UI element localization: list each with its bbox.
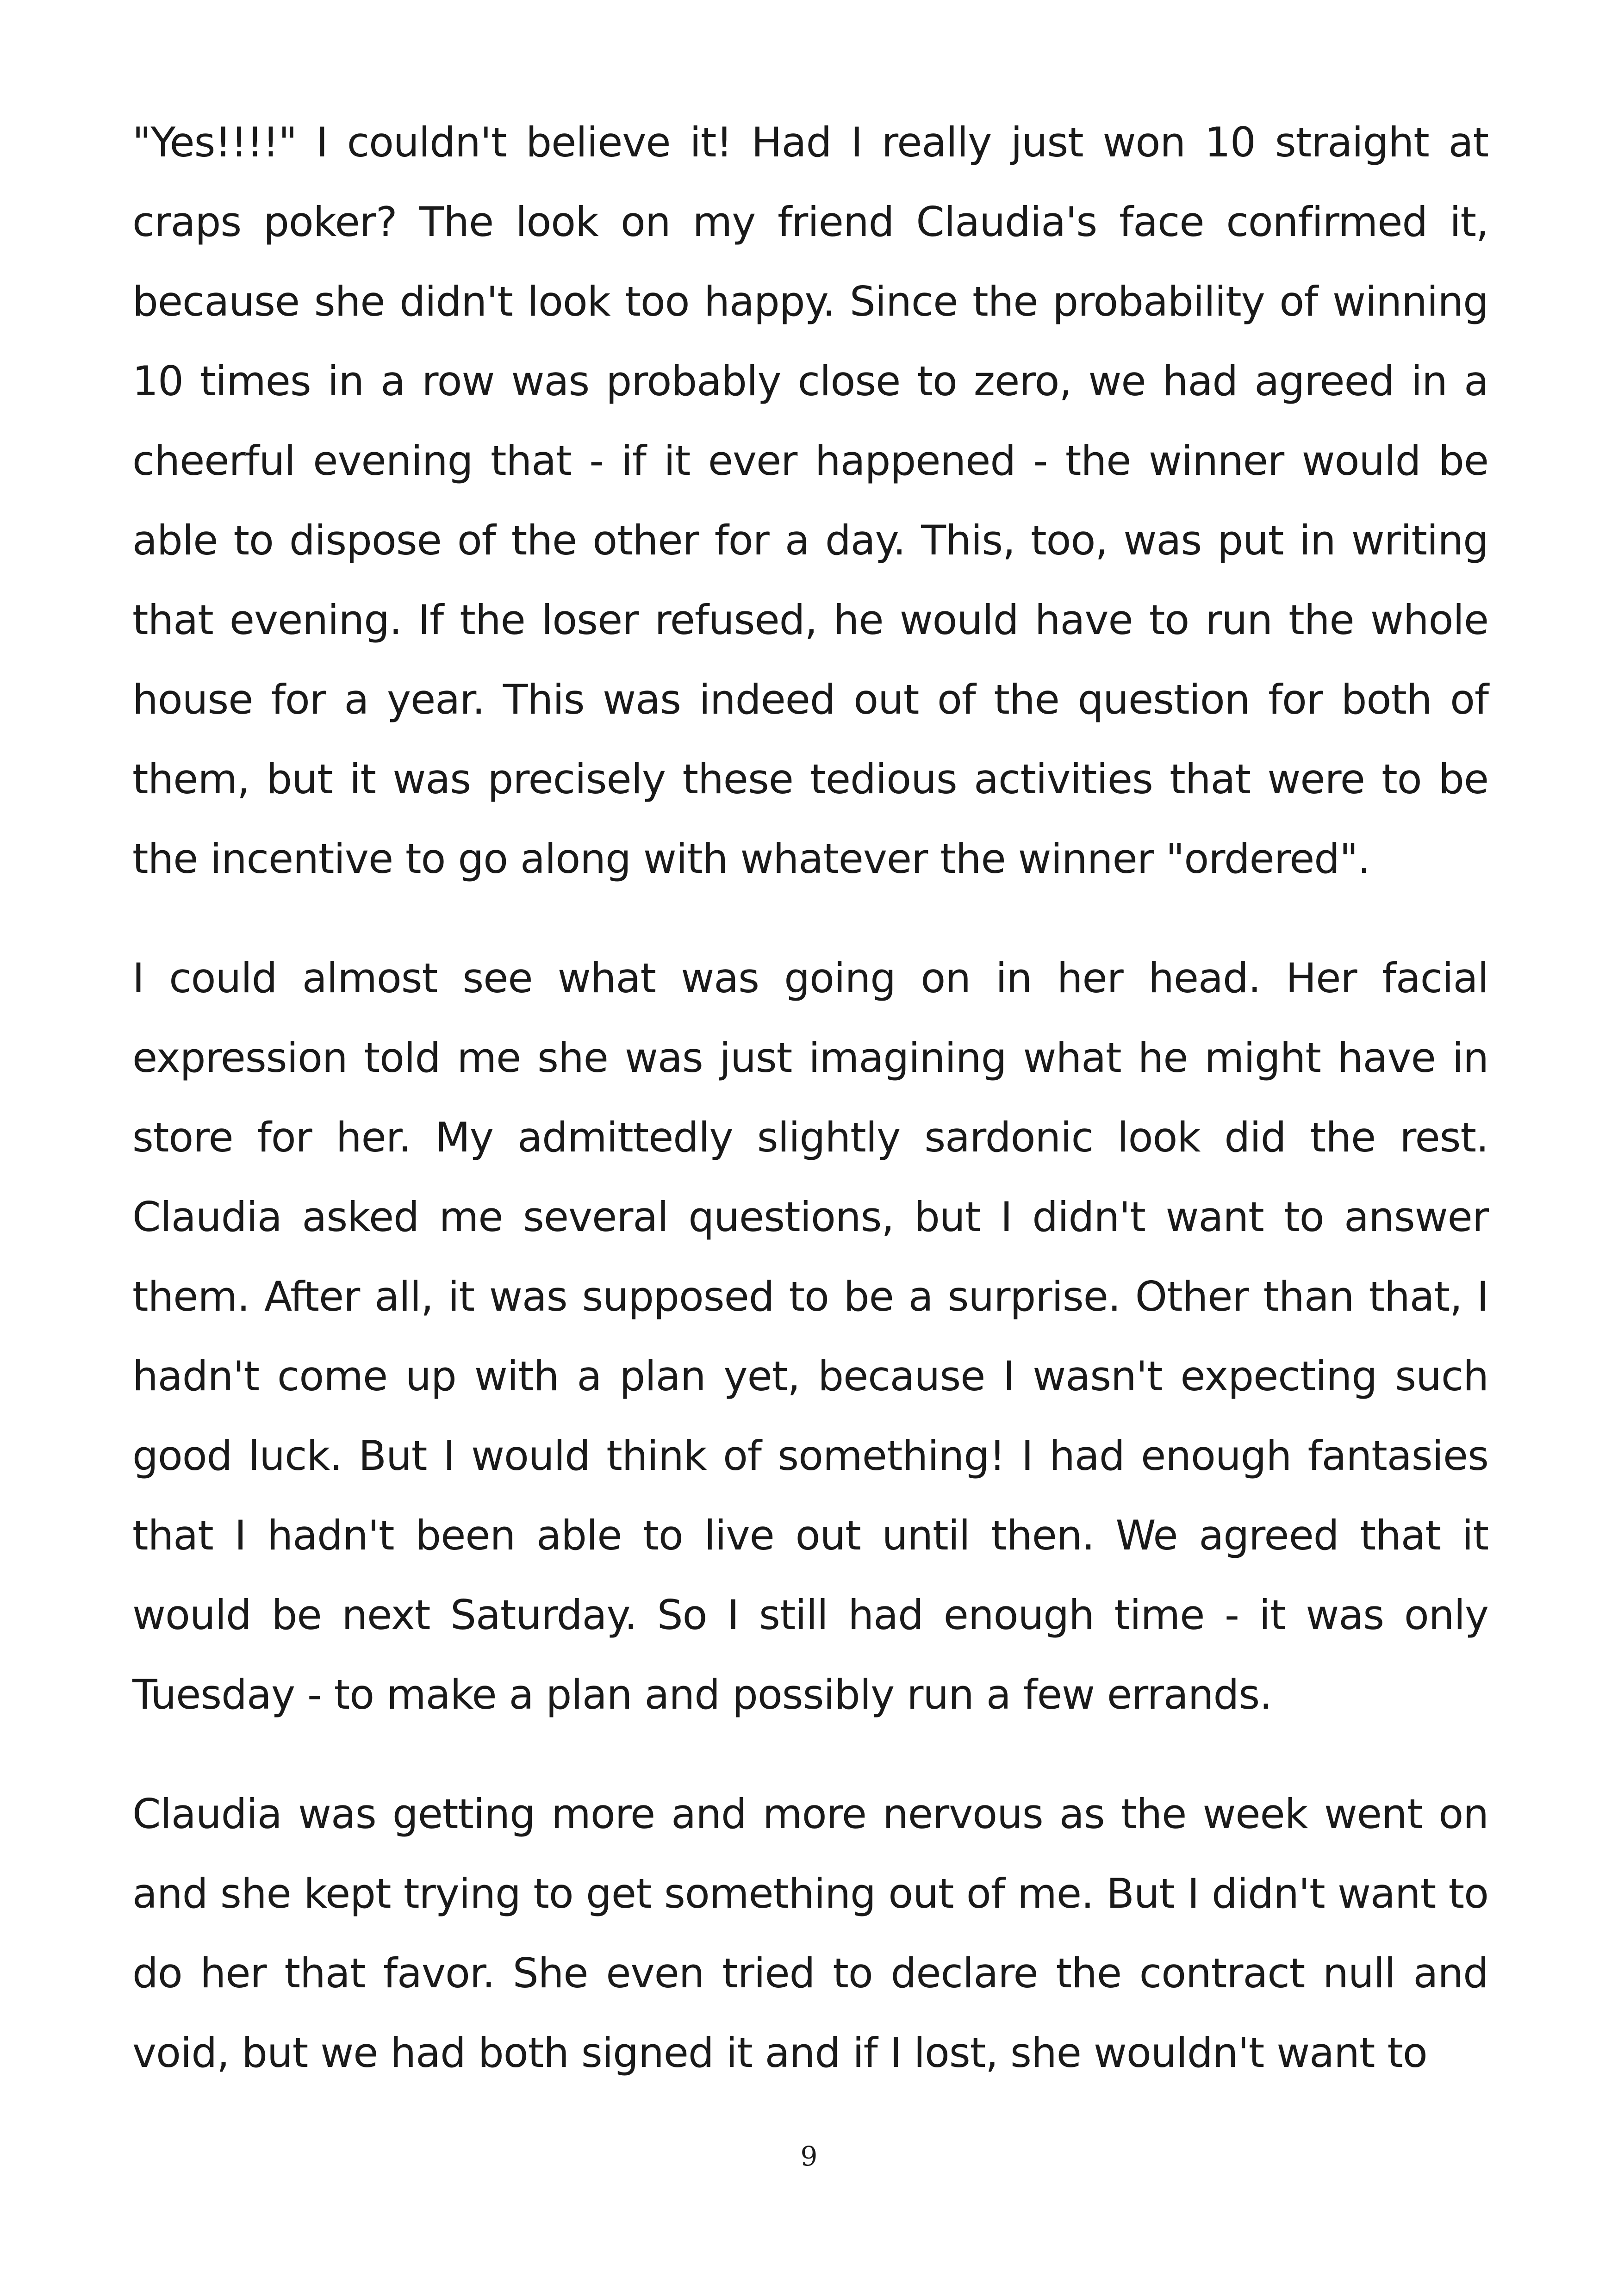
paragraph-3: Claudia was getting more and more nervous as the week went on and she kept trying to get something out of me. But I didn't want to do her that favor. She even tried to declare the contract null and void, but we had both signed it and if I lost, she wouldn't want to (132, 1790, 1488, 2077)
paragraph-2: I could almost see what was going on in her head. Her facial expression told me she was just imagining what he might have in store for her. My admittedly slightly sardonic look did the rest. Claudia asked me several questions, but I didn't want to answer them. After all, it was supposed to be a surprise. Other than that, I hadn't come up with a plan yet, because I wasn't expecting such good luck. But I would think of something! I had enough fantasies that I hadn't been able to live out until then. We agreed that it would be next Saturday. So I still had enough time - it was only Tuesday - to make a plan and possibly run a few errands. (132, 954, 1488, 1718)
page-number: 9 (800, 2140, 818, 2172)
text-body (132, 103, 1488, 2133)
paragraph-1: "Yes!!!!" I couldn't believe it! Had I really just won 10 straight at craps poker? The look on my friend Claudia's face confirmed it, because she didn't look too happy. Since the probability of winning 10 times in a row was probably close to zero, we had agreed in a cheerful evening that - if it ever happened - the winner would be able to dispose of the other for a day. This, too, was put in writing that evening. If the loser refused, he would have to run the whole house for a year. This was indeed out of the question for both of them, but it was precisely these tedious activities that were to be the incentive to go along with whatever the winner "ordered". (132, 118, 1488, 883)
